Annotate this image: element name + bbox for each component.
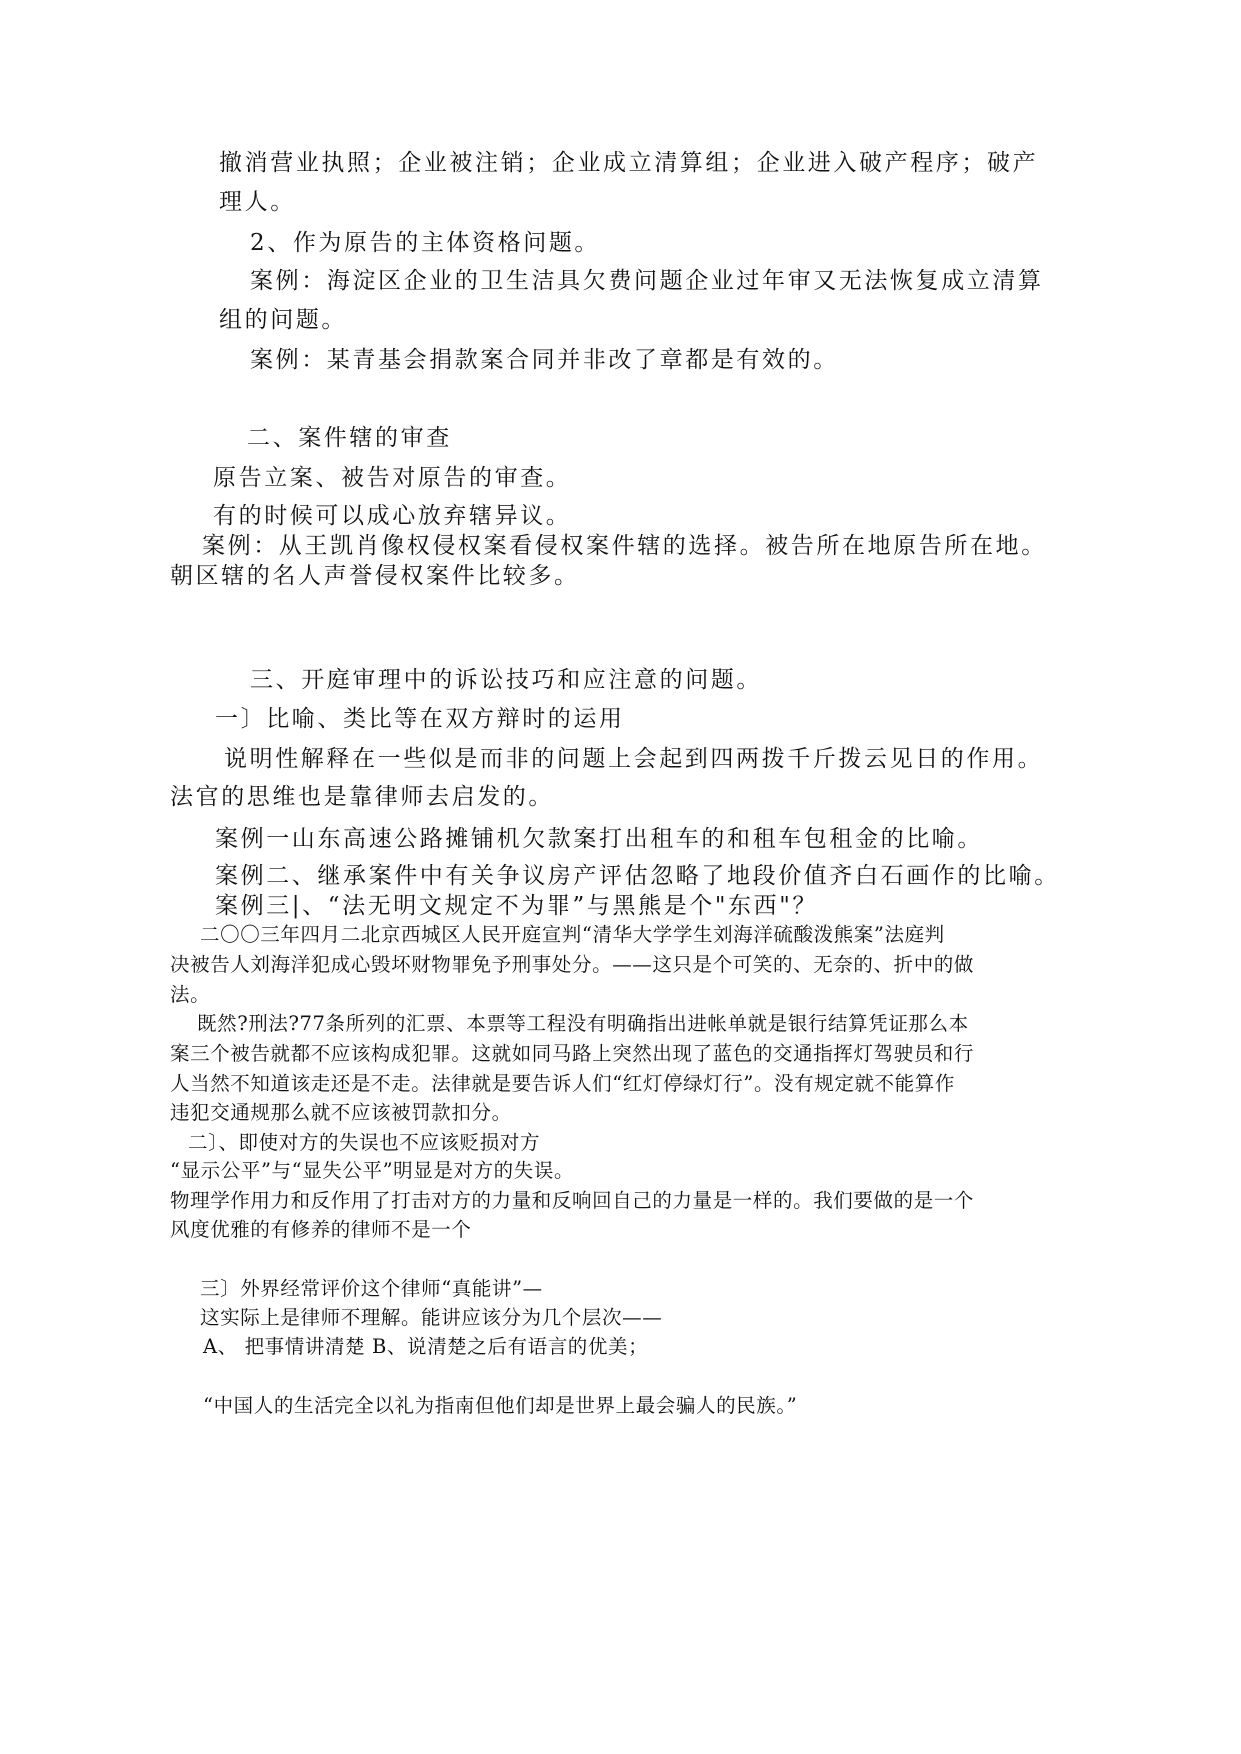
subsection-heading: 二〕、即使对方的失误也不应该贬损对方 bbox=[188, 1131, 541, 1154]
text-line: 物理学作用力和反作用了打击对方的力量和反响回自己的力量是一样的。我们要做的是一个 bbox=[170, 1189, 975, 1212]
text-line: 撤消营业执照；企业被注销；企业成立清算组；企业进入破产程序；破产 bbox=[219, 150, 1039, 176]
text-line: 案例：海淀区企业的卫生洁具欠费问题企业过年审又无法恢复成立清算 bbox=[250, 268, 1044, 294]
text-line: 理人。 bbox=[219, 189, 296, 215]
text-line: 案例三|、“法无明文规定不为罪”与黑熊是个"东西"？ bbox=[215, 893, 819, 919]
section-heading: 三、开庭审理中的诉讼技巧和应注意的问题。 bbox=[250, 667, 762, 693]
section-heading: 二、案件辖的审查 bbox=[247, 425, 452, 451]
text-line: 案例一山东高速公路摊铺机欠款案打出租车的和租车包租金的比喻。 bbox=[215, 826, 983, 852]
subsection-heading: 一〕比喻、类比等在双方辩时的运用 bbox=[215, 706, 625, 732]
text-line: A、 把事情讲清楚 B、说清楚之后有语言的优美； bbox=[203, 1335, 649, 1358]
text-line: 组的问题。 bbox=[219, 307, 347, 333]
text-line: 二〇〇三年四月二北京西城区人民开庭宣判“清华大学学生刘海洋硫酸泼熊案”法庭判 bbox=[200, 923, 945, 946]
text-line: 有的时候可以成心放弃辖异议。 bbox=[213, 503, 572, 529]
text-line: 违犯交通规那么就不应该被罚款扣分。 bbox=[170, 1101, 512, 1124]
text-line: 既然?刑法?77条所列的汇票、本票等工程没有明确指出进帐单就是银行结算凭证那么本 bbox=[197, 1012, 969, 1035]
text-line: 原告立案、被告对原告的审查。 bbox=[213, 465, 572, 491]
text-line: 这实际上是律师不理解。能讲应该分为几个层次—— bbox=[200, 1306, 663, 1329]
text-line: 风度优雅的有修养的律师不是一个 bbox=[170, 1218, 472, 1241]
text-line: 案例：某青基会捐款案合同并非改了章都是有效的。 bbox=[250, 347, 839, 373]
text-line: 朝区辖的名人声誉侵权案件比较多。 bbox=[170, 563, 580, 589]
quote-line: “中国人的生活完全以礼为指南但他们却是世界上最会骗人的民族。” bbox=[203, 1394, 798, 1417]
subsection-heading: 三〕外界经常评价这个律师“真能讲”— bbox=[200, 1277, 543, 1300]
text-line: 法。 bbox=[170, 983, 211, 1006]
text-line: 说明性解释在一些似是而非的问题上会起到四两拨千斤拨云见日的作用。 bbox=[224, 746, 1044, 772]
text-line: 案例：从王凯肖像权侵权案看侵权案件辖的选择。被告所在地原告所在地。 bbox=[202, 533, 1047, 559]
text-line: 人当然不知道该走还是不走。法律就是要告诉人们“红灯停绿灯行”。没有规定就不能算作 bbox=[170, 1072, 955, 1095]
text-line: 案三个被告就都不应该构成犯罪。这就如同马路上突然出现了蓝色的交通指挥灯驾驶员和行 bbox=[170, 1042, 975, 1065]
text-line: “显示公平”与“显失公平”明显是对方的失误。 bbox=[170, 1159, 575, 1182]
text-line: 2、作为原告的主体资格问题。 bbox=[250, 230, 601, 256]
text-line: 决被告人刘海洋犯成心毁坏财物罪免予刑事处分。——这只是个可笑的、无奈的、折中的做 bbox=[170, 953, 975, 976]
text-line: 法官的思维也是靠律师去启发的。 bbox=[170, 784, 554, 810]
text-line: 案例二、继承案件中有关争议房产评估忽略了地段价值齐白石画作的比喻。 bbox=[215, 863, 1060, 889]
